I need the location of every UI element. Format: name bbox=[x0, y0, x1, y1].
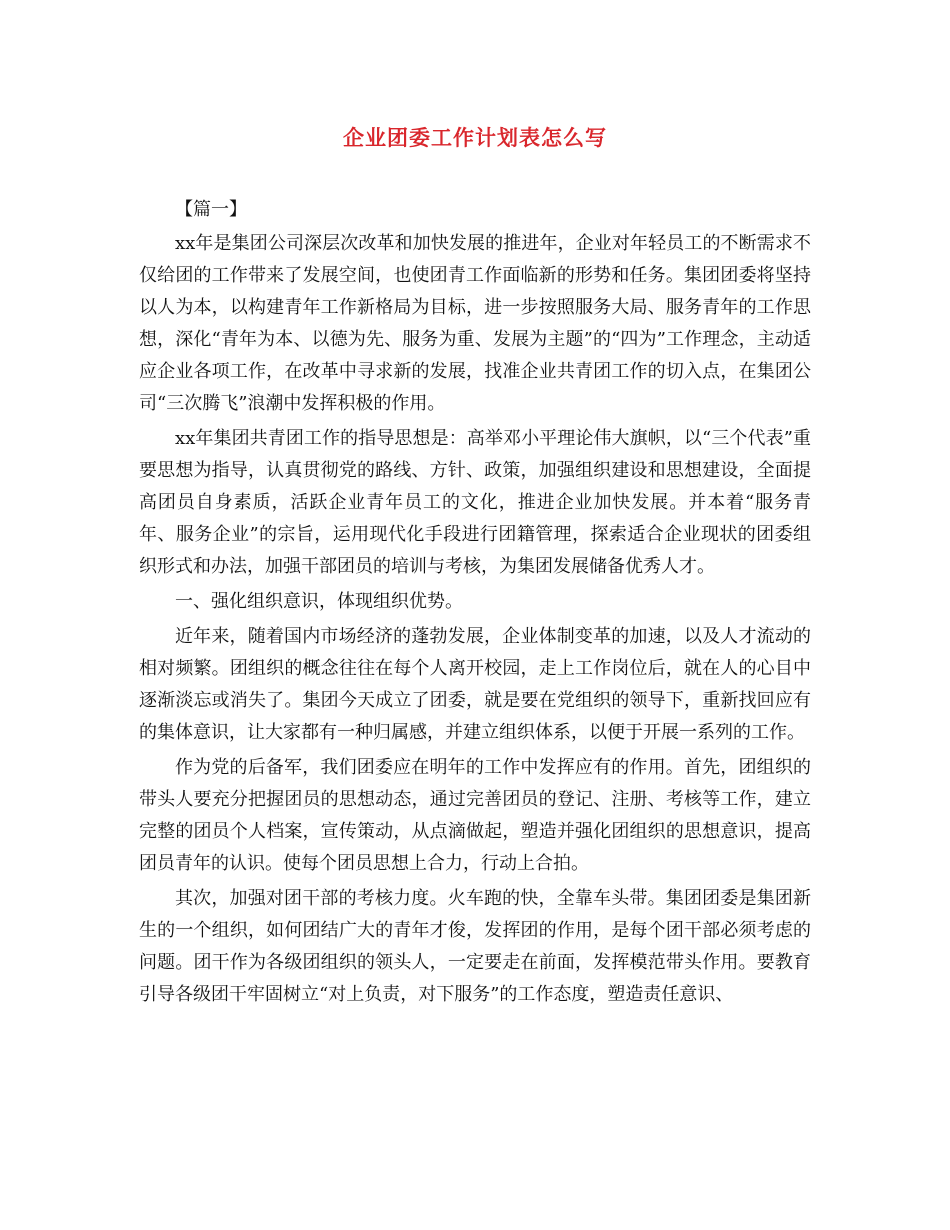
section-label: 【篇一】 bbox=[175, 199, 247, 220]
paragraph-5: 其次，加强对团干部的考核力度。火车跑的快，全靠车头带。集团团委是集团新生的一个组织，如何团结广大的青年才俊，发挥团的作用，是每个团干部必须考虑的问题。团干作为各级团组织的领头人，一定要走在前面，发挥模范带头作用。要教育引导各级团干牢固树立“对上负责，对下服务”的工作态度，塑造责任意识、 bbox=[139, 888, 811, 1005]
document-title: 企业团委工作计划表怎么写 bbox=[343, 125, 607, 150]
paragraph-4: 作为党的后备军，我们团委应在明年的工作中发挥应有的作用。首先，团组织的带头人要充分把握团员的思想动态，通过完善团员的登记、注册、考核等工作，建立完整的团员个人档案，宣传策动，从点滴做起，塑造并强化团组织的思想意识，提高团员青年的认识。使每个团员思想上合力，行动上合拍。 bbox=[139, 757, 811, 874]
heading-1: 一、强化组织意识，体现组织优势。 bbox=[175, 591, 463, 612]
paragraph-2: xx年集团共青团工作的指导思想是：高举邓小平理论伟大旗帜，以“三个代表”重要思想为指导，认真贯彻党的路线、方针、政策，加强组织建设和思想建设，全面提高团员自身素质，活跃企业青年员工的文化，推进企业加快发展。并本着“服务青年、服务企业”的宗旨，运用现代化手段进行团籍管理，探索适合企业现状的团委组织形式和办法，加强干部团员的培训与考核，为集团发展储备优秀人才。 bbox=[139, 428, 811, 577]
document-body bbox=[139, 194, 811, 1014]
paragraph-1: xx年是集团公司深层次改革和加快发展的推进年，企业对年轻员工的不断需求不仅给团的工作带来了发展空间，也使团青工作面临新的形势和任务。集团团委将坚持以人为本，以构建青年工作新格局为目标，进一步按照服务大局、服务青年的工作思想，深化“青年为本、以德为先、服务为重、发展为主题”的“四为”工作理念，主动适应企业各项工作，在改革中寻求新的发展，找准企业共青团工作的切入点，在集团公司“三次腾飞”浪潮中发挥积极的作用。 bbox=[139, 233, 811, 414]
paragraph-3: 近年来，随着国内市场经济的蓬勃发展，企业体制变革的加速，以及人才流动的相对频繁。团组织的概念往往在每个人离开校园，走上工作岗位后，就在人的心目中逐渐淡忘或消失了。集团今天成立了团委，就是要在党组织的领导下，重新找回应有的集体意识，让大家都有一种归属感，并建立组织体系，以便于开展一系列的工作。 bbox=[139, 626, 811, 743]
